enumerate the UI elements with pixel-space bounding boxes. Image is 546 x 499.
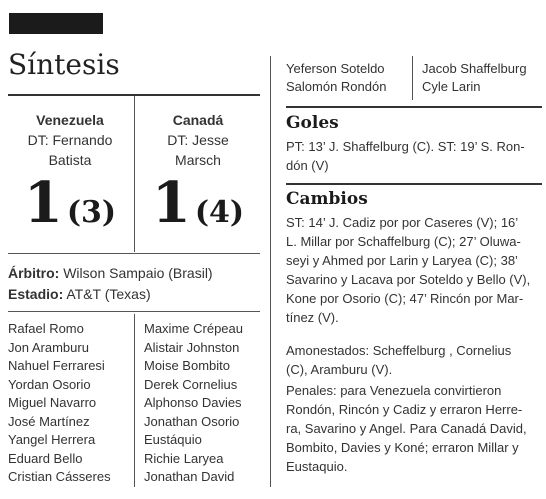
scoreboard-divider [134, 96, 135, 252]
scoreboard-bottom-rule [8, 253, 260, 254]
player: Nahuel Ferraresi [8, 358, 105, 373]
text-line: dón (V) [286, 158, 329, 173]
team-canada [136, 110, 260, 236]
text-line: tínez (V). [286, 310, 339, 325]
text-line: Bombito, Davies y Koné; erraron Millar y [286, 440, 519, 455]
player: Jacob Shaffelburg [422, 61, 527, 76]
score: 1 [151, 170, 191, 236]
player: Cyle Larin [422, 79, 481, 94]
team-venezuela [8, 110, 132, 236]
player: Alistair Johnston [144, 339, 240, 355]
text-line: PT: 13’ J. Shaffelburg (C). ST: 19’ S. Ron- [286, 139, 525, 154]
subs-heading: Cambios [286, 189, 368, 209]
player: Richie Laryea [144, 450, 224, 466]
penalty-score: (3) [66, 195, 117, 230]
player: Jonathan Osorio [144, 413, 240, 429]
text-line: L. Millar por Schaffelburg (C); 27’ Oluwa- [286, 234, 521, 249]
stadium-line [8, 284, 151, 304]
section-marker-bar [9, 13, 103, 34]
lineup-venezuela [8, 320, 111, 487]
cautions-text [286, 341, 542, 379]
player: Miguel Navarro [8, 395, 97, 410]
subs-top-rule [286, 183, 542, 185]
player: Yeferson Soteldo [286, 61, 385, 76]
score-line [136, 170, 260, 236]
coach-line: DT: Fernando [27, 132, 113, 148]
player: José Martínez [8, 413, 90, 429]
referee-label: Árbitro: [8, 265, 60, 281]
stadium-value: AT&T (Texas) [66, 286, 151, 302]
text-line: Penales: para Venezuela convirtieron [286, 383, 502, 398]
text-line: Savarino y Lacava por Soteldo y Bello (V), [286, 272, 531, 287]
player: Maxime Crépeau [144, 321, 243, 336]
player: Salomón Rondón [286, 79, 387, 94]
text-line: Eustaquio. [286, 459, 348, 474]
subs-text [286, 213, 542, 327]
player: Jon Aramburu [8, 339, 89, 355]
text-line: Amonestados: Scheffelburg , Cornelius [286, 343, 512, 358]
penalties-text [286, 381, 542, 476]
lineup-canada [144, 320, 243, 487]
score-line [8, 170, 132, 236]
goals-top-rule [286, 106, 542, 108]
goals-heading: Goles [286, 113, 339, 133]
text-line: ST: 14’ J. Cadiz por por Caseres (V); 16’ [286, 215, 519, 230]
player: Alphonso Davies [144, 395, 242, 410]
score: 1 [23, 170, 63, 236]
text-line: Kone por Osorio (C); 47’ Rincón por Mar- [286, 291, 524, 306]
info-bottom-rule [8, 311, 260, 312]
coach-line: Batista [48, 152, 92, 168]
lineup-venezuela-continued [286, 60, 386, 96]
team-name: Canadá [172, 112, 224, 128]
player: Jonathan David [144, 469, 235, 484]
lineup-canada-continued [422, 60, 527, 96]
goals-text [286, 137, 542, 175]
lineup-divider [134, 314, 135, 487]
section-title: Síntesis [8, 48, 120, 81]
referee-line [8, 263, 213, 283]
player: Yangel Herrera [8, 432, 96, 447]
coach-line: Marsch [175, 152, 221, 168]
stadium-label: Estadio: [8, 286, 64, 302]
player: Rafael Romo [8, 321, 84, 336]
coach-line: DT: Jesse [167, 132, 229, 148]
player: Moise Bombito [144, 358, 230, 373]
player: Eustáquio [144, 432, 202, 447]
player: Yordan Osorio [8, 376, 91, 392]
column-divider [270, 56, 271, 487]
team-name: Venezuela [36, 112, 104, 128]
text-line: (C), Aramburu (V). [286, 362, 393, 377]
referee-value: Wilson Sampaio (Brasil) [63, 265, 213, 281]
penalty-score: (4) [194, 195, 245, 230]
player: Cristian Cásseres [8, 469, 111, 484]
lineup-continued-divider [412, 56, 413, 100]
text-line: Rondón, Rincón y Cadiz y erraron Herre- [286, 402, 523, 417]
player: Derek Cornelius [144, 376, 238, 392]
player: Eduard Bello [8, 450, 83, 466]
text-line: ra, Savarino y Angel. Para Canadá David, [286, 421, 527, 436]
text-line: seyi y Ahmed por Larin y Laryea (C); 38’ [286, 253, 518, 268]
